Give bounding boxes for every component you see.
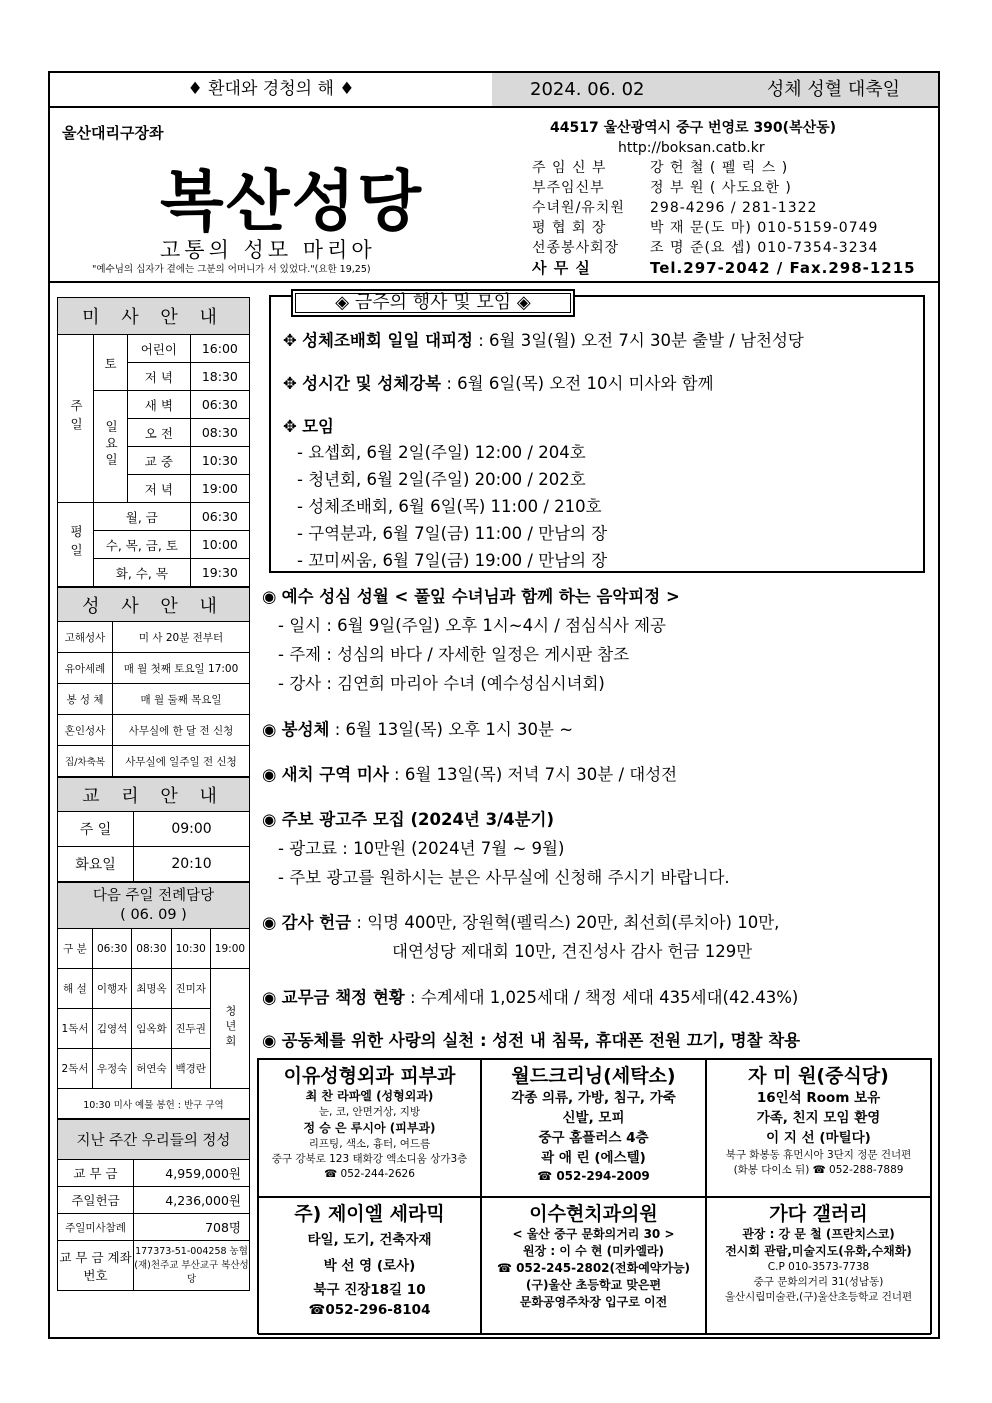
meeting-item: - 청년회, 6월 2일(주일) 20:00 / 202호 xyxy=(297,470,586,489)
notice-line: - 일시 : 6월 9일(주일) 오후 1시~4시 / 점심식사 제공 xyxy=(278,616,666,635)
ad-card: 주) 제이엘 세라믹 타일, 도기, 건축자재 박 선 영 (로사) 북구 진장18길 10 ☎052-296-8104 xyxy=(258,1197,481,1335)
notice-heading: ◉ 예수 성심 성월 < 풀잎 수녀님과 함께 하는 음악피정 > xyxy=(262,587,680,606)
notice-heading: ◉ 주보 광고주 모집 (2024년 3/4분기) xyxy=(262,810,555,829)
ad-card: 가다 갤러리 관장 : 강 문 철 (프란치스코) 전시회 관람,미술지도(유화,수채화) C.P 010-3573-7738 중구 문화의거리 31(성남동) 울산시립미술관,(구)울산초등학교 건너편 xyxy=(706,1197,931,1335)
left-column xyxy=(57,297,250,1291)
notice-heading: ◉ 교무금 책정 현황 : 수계세대 1,025세대 / 책정 세대 435세대(42.43%) xyxy=(262,988,799,1007)
notice-line: - 주제 : 성심의 바다 / 자세한 일정은 게시판 참조 xyxy=(278,645,630,664)
sacrament-table: 성 사 안 내 고해성사 미 사 20분 전부터 유아세례 매 월 첫째 토요일 17:00 봉 성 체 매 월 둘째 목요일 혼인성사 사무실에 한 달 전 신청 집/차축복 사무실에 일주일 전 신청 xyxy=(57,587,250,777)
contact-row: 선종봉사회장 조 명 준(요 셉) 010-7354-3234 xyxy=(532,240,879,256)
notice-line: - 강사 : 김연희 마리아 수녀 (예수성심시녀회) xyxy=(278,674,605,693)
meeting-item: - 구역분과, 6월 7일(금) 11:00 / 만남의 장 xyxy=(297,524,608,543)
liturgy-table: 다음 주일 전례담당 ( 06. 09 ) 구 분 06:30 08:30 10:30 19:00 해 설 이행자 최명옥 진미자 청년회 1독서 김영석 임옥화 진두권 2독서 우정숙 허연숙 백경란 10:30 미사 예물 봉헌 : 반구 구역 xyxy=(57,882,250,1119)
saturday-label: 토 xyxy=(94,335,128,391)
mass-title: 미 사 안 내 xyxy=(58,298,250,335)
notice-heading: ◉ 감사 헌금 : 익명 400만, 장원혁(펠릭스) 20만, 최선희(루치아) 10만, xyxy=(262,913,780,932)
contact-row: 수녀원/유치원 298-4296 / 281-1322 xyxy=(532,200,818,216)
bulletin-date: 2024. 06. 02 xyxy=(530,79,645,100)
patron-name: 고통의 성모 마리아 xyxy=(160,238,376,262)
event-item: ✥ 성시간 및 성체강복 : 6월 6일(목) 오전 10시 미사와 함께 xyxy=(283,374,714,393)
contact-row: 평 협 회 장 박 재 문(도 마) 010-5159-0749 xyxy=(532,220,879,236)
event-item: ✥ 모임 xyxy=(283,417,334,436)
meeting-item: - 성체조배회, 6월 6일(목) 11:00 / 210호 xyxy=(297,497,602,516)
header-bar xyxy=(50,73,938,108)
notice-heading: ◉ 공동체를 위한 사랑의 실천 : 성전 내 침묵, 휴대폰 전원 끄기, 명찰 착용 xyxy=(262,1031,801,1050)
notice-line: - 광고료 : 10만원 (2024년 7월 ~ 9월) xyxy=(278,839,565,858)
sacrament-title: 성 사 안 내 xyxy=(58,588,250,622)
contact-info xyxy=(532,118,932,278)
address: 44517 울산광역시 중구 번영로 390(복산동) xyxy=(550,120,837,136)
ad-card: 월드크리닝(세탁소) 각종 의류, 가방, 침구, 가죽 신발, 모피 중구 홈플러스 4층 곽 애 린 (에스텔) ☎ 052-294-2009 xyxy=(481,1059,706,1197)
liturgy-note: 10:30 미사 예물 봉헌 : 반구 구역 xyxy=(58,1089,250,1119)
event-item: ✥ 성체조배회 일일 대피정 : 6월 3일(월) 오전 7시 30분 출발 / 남천성당 xyxy=(283,331,804,350)
notice-heading: ◉ 봉성체 : 6월 13일(목) 오후 1시 30분 ~ xyxy=(262,720,574,739)
meeting-item: - 요셉회, 6월 2일(주일) 12:00 / 204호 xyxy=(297,443,586,462)
events-title: ◈ 금주의 행사 및 모임 ◈ xyxy=(291,289,575,317)
weekly-events-box xyxy=(269,292,925,573)
catechism-table: 교 리 안 내 주 일 09:00 화요일 20:10 xyxy=(57,777,250,882)
youth-label: 청년회 xyxy=(210,969,249,1089)
notice-heading: ◉ 새치 구역 미사 : 6월 13일(목) 저녁 7시 30분 / 대성전 xyxy=(262,765,678,784)
sunday-sub-label: 일요일 xyxy=(94,391,128,503)
weekday-label: 평일 xyxy=(58,503,94,587)
ad-card: 자 미 원(중식당) 16인석 Room 보유 가족, 친지 모임 환영 이 지 선 (마틸다) 북구 화봉동 휴먼시아 3단지 정문 건너편 (화봉 다이소 뒤) ☎ 052-288-7889 xyxy=(706,1059,931,1197)
sunday-label: 주일 xyxy=(58,335,94,503)
offering-table: 지난 주간 우리들의 정성 교 무 금 4,959,000원 주일헌금 4,236,000원 주일미사참례 708명 교 무 금 계좌번호 177373-51-004258 농협 (재)천주교 부산교구 복산성당 xyxy=(57,1119,250,1291)
ads-grid xyxy=(257,1058,932,1334)
ad-card: 이수현치과의원 < 울산 중구 문화의거리 30 > 원장 : 이 수 현 (미카엘라) ☎ 052-245-2802(전화예약가능) (구)울산 초등학교 맞은편 문화공영주차장 입구로 이전 xyxy=(481,1197,706,1335)
notice-line: 대연성당 제대회 10만, 견진성사 감사 헌금 129만 xyxy=(392,942,753,961)
contact-row: 주 임 신 부 강 헌 철 ( 펠 릭 스 ) xyxy=(532,160,789,176)
liturgy-title: 다음 주일 전례담당 ( 06. 09 ) xyxy=(58,883,250,929)
catechism-title: 교 리 안 내 xyxy=(58,778,250,812)
bible-quote: "예수님의 십자가 곁에는 그분의 어머니가 서 있었다."(요한 19,25) xyxy=(92,264,371,275)
church-name: 복산성당 xyxy=(160,162,424,240)
notice-line: - 주보 광고를 원하시는 분은 사무실에 신청해 주시기 바랍니다. xyxy=(278,868,730,887)
year-motto: ♦ 환대와 경청의 해 ♦ xyxy=(187,79,355,99)
office-row: 사 무 실 Tel.297-2042 / Fax.298-1215 xyxy=(532,259,916,277)
diocese-label: 울산대리구장좌 xyxy=(62,124,164,142)
website-link[interactable]: http://boksan.catb.kr xyxy=(618,140,765,156)
date-block xyxy=(492,73,938,106)
mass-table: 미 사 안 내 주일 토 어린이 16:00 저 녁 18:30 일요일 새 벽 06:30 오 전 08:30 교 중 10:30 저 녁 19:00 평일 월, 금 06:30 수, 목, 금, 토 10:00 화, 수, 목 19:30 xyxy=(57,297,250,587)
feast-name: 성체 성혈 대축일 xyxy=(766,79,900,100)
ad-card: 이유성형외과 피부과 최 찬 라파엘 (성형외과) 눈, 코, 안면거상, 지방 정 승 은 루시아 (피부과) 리프팅, 색소, 흉터, 여드름 중구 강북로 123 태화강 엑소디움 상가3층 ☎ 052-244-2626 xyxy=(258,1059,481,1197)
meeting-item: - 꼬미씨움, 6월 7일(금) 19:00 / 만남의 장 xyxy=(297,551,608,570)
bulletin-frame xyxy=(48,71,940,1339)
masthead xyxy=(50,108,938,283)
contact-row: 부주임신부 정 부 원 ( 사도요한 ) xyxy=(532,180,792,196)
offering-title: 지난 주간 우리들의 정성 xyxy=(58,1120,250,1160)
